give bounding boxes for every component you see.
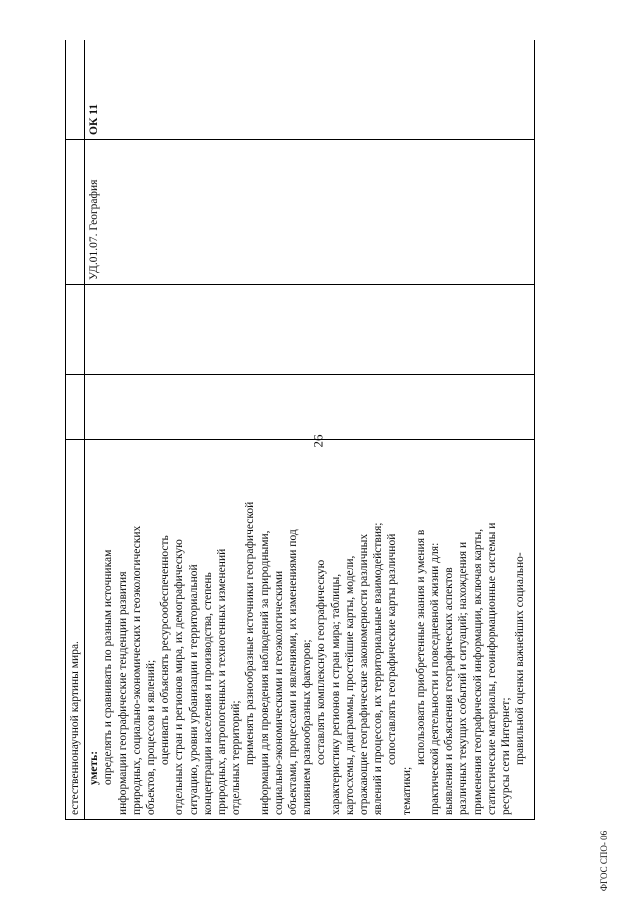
skills-line: правильной оценки важнейших социально- — [514, 552, 527, 765]
skills-line: сопоставлять географические карты различной — [386, 533, 399, 765]
skills-line: социально-экономическими и геоэкологическими — [272, 570, 285, 815]
skills-line: применять разнообразные источники географической — [244, 501, 257, 765]
skills-line: различных текущих событий и ситуаций; нахождения и — [457, 541, 470, 815]
rotated-content — [65, 40, 535, 820]
skills-line: отдельных территорий; — [230, 700, 243, 815]
empty-cell — [66, 140, 85, 285]
continuation-cell: естественнонаучной картины мира. — [66, 440, 85, 820]
skills-line: объектов, процессов и явлений; — [145, 659, 158, 815]
empty-cell — [66, 375, 85, 440]
skills-line: статистические материалы, геоинформационные системы и — [485, 522, 498, 815]
skills-line: информации географические тенденции развития — [116, 571, 129, 815]
skills-line: природных, социально-экономических и геоэкологических — [130, 525, 143, 815]
table-row — [66, 40, 85, 820]
discipline-cell: УД.01.07. География — [85, 140, 535, 285]
empty-cell — [85, 375, 535, 440]
empty-cell — [66, 285, 85, 375]
skills-line: определять и сравнивать по разным источникам — [102, 549, 115, 785]
curriculum-table — [65, 40, 535, 820]
skills-line: ресурсы сети Интернет; — [500, 697, 513, 815]
skills-line: выявления и объяснения географических аспектов — [443, 567, 456, 815]
skills-line: отдельных стран и регионов мира, их демографическую — [173, 539, 186, 815]
skills-line: влиянием разнообразных факторов; — [301, 639, 314, 815]
skills-line: концентрации населения и производства, степень — [201, 572, 214, 815]
skills-line: составлять комплексную географическую — [315, 559, 328, 765]
skills-line: использовать приобретенные знания и умения в — [414, 529, 427, 765]
skills-line: природных, антропогенных и техногенных изменений — [216, 548, 229, 815]
skills-line: картосхемы, диаграммы, простейшие карты, модели, — [343, 555, 356, 815]
sheet — [65, 40, 535, 820]
skills-line: тематики; — [400, 766, 413, 815]
skills-line: оценивать и объяснять ресурсообеспеченность — [159, 535, 172, 765]
skills-line: практической деятельности и повседневной жизни для: — [429, 542, 442, 815]
skills-line: отражающие географические закономерности различных — [358, 533, 371, 815]
table-row — [85, 40, 535, 820]
skills-line: уметь: — [88, 750, 101, 785]
skills-cell — [85, 440, 535, 820]
skills-line: объектами, процессами и явлениями, их изменениями под — [287, 529, 300, 815]
skills-line: явлений и процессов, их территориальные взаимодействия; — [372, 522, 385, 815]
empty-cell — [85, 285, 535, 375]
skills-line: применения географической информации, включая карты, — [471, 528, 484, 815]
footer-code: ФГОС СПО- 06 — [599, 830, 610, 892]
empty-cell — [66, 40, 85, 140]
skills-line: информации для проведения наблюдений за природными, — [258, 530, 271, 815]
skills-line: характеристику регионов и стран мира; таблицы, — [329, 573, 342, 815]
skills-line: ситуацию, уровни урбанизации и территориальной — [187, 564, 200, 815]
page-number: 26 — [310, 434, 326, 448]
competence-cell: ОК 11 — [85, 40, 535, 140]
